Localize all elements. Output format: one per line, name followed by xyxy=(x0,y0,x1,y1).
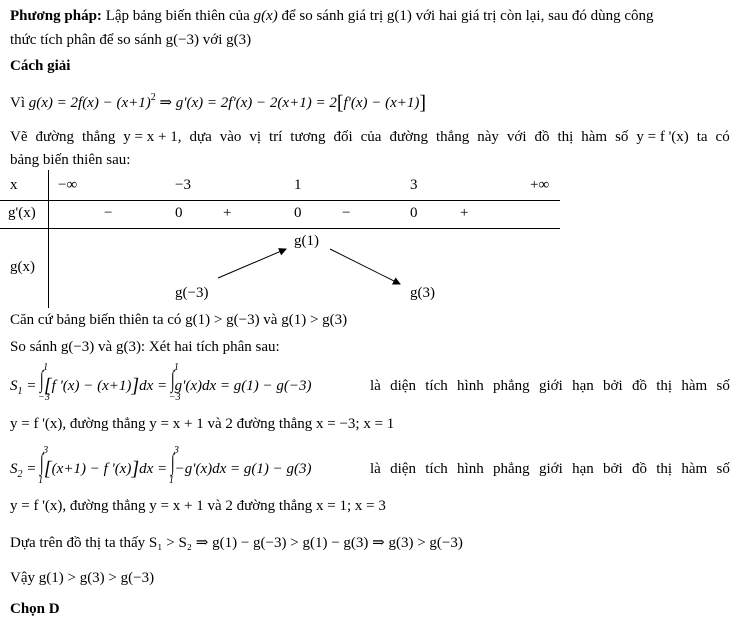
method-text-rest: để so sánh giá trị g(1) với hai giá trị còn lại, sau đó dùng công xyxy=(281,8,654,24)
x-value: −∞ xyxy=(58,177,78,193)
since-line: Vì $g(x) = 2f(x) - (x+1)^2$ ⇒ g'(x) = 2f'(x) − 2(x+1) = 2[f'(x) − (x+1)] xyxy=(10,92,427,114)
s1-name: S xyxy=(10,378,18,394)
draw-line-word: số xyxy=(615,129,629,145)
s1-desc-word: phẳng xyxy=(493,378,530,394)
s1-desc-word: hạn xyxy=(572,378,594,394)
draw-line-word: dựa xyxy=(189,129,212,145)
graph-line: Dựa trên đồ thị ta thấy S₁ > S₂ ⇒ g(1) − g(−3) > g(1) − g(3) ⇒ g(3) > g(−3) xyxy=(10,535,463,551)
method-label: Phương pháp: xyxy=(10,8,102,24)
since-eq1: g(x) = 2f(x) − (x+1) xyxy=(28,95,151,111)
draw-line-word: với xyxy=(506,129,527,145)
s1-integrand: f '(x) − (x+1) xyxy=(51,378,132,394)
s1-desc-word: là xyxy=(370,378,381,394)
decreasing-arrow xyxy=(330,249,400,284)
s2-integrand: (x+1) − f '(x) xyxy=(51,461,132,477)
s2-desc-word: số xyxy=(716,461,730,477)
deriv-value: − xyxy=(342,205,351,221)
s2-desc-word: bởi xyxy=(603,461,623,477)
method-line-2: thức tích phân để so sánh g(−3) với g(3) xyxy=(10,32,252,48)
draw-line-word: đường xyxy=(389,129,428,145)
increasing-arrow xyxy=(218,249,286,278)
draw-line-word: thị xyxy=(557,129,574,145)
draw-line-word: này xyxy=(477,129,499,145)
s1-desc-word: hình xyxy=(457,378,484,394)
s2-desc-word: là xyxy=(370,461,381,477)
draw-line-word: đối xyxy=(333,129,353,145)
s1-desc-word: tích xyxy=(425,378,448,394)
x-value: 3 xyxy=(410,177,418,193)
draw-line-word: thẳng xyxy=(82,129,116,145)
s2-mid: dx = xyxy=(139,461,168,477)
s1-desc-word: số xyxy=(716,378,730,394)
s2-desc-word: thị xyxy=(656,461,673,477)
x-value: 1 xyxy=(294,177,302,193)
deriv-value: − xyxy=(104,205,113,221)
s2-desc-word: hàm xyxy=(681,461,708,477)
s2-line-2: y = f '(x), đường thẳng y = x + 1 và 2 đường thẳng x = 1; x = 3 xyxy=(10,498,386,514)
draw-line-word: y = x + 1, xyxy=(123,129,182,145)
table-x-label: x xyxy=(10,177,18,193)
method-line-1 xyxy=(10,6,730,26)
s1-desc-word: hàm xyxy=(681,378,708,394)
s1-desc-word: bởi xyxy=(603,378,623,394)
s1-line: $S_1$ = ∫ 1 −3 [f '(x) − (x+1)]dx = ∫ 1 −3 g'(x)dx = g(1) − g(−3) là diện tích hình phẳng giới hạn bởi đồ thị hàm số xyxy=(10,376,730,402)
method-gx: g(x) xyxy=(253,8,278,24)
s1-line-2: y = f '(x), đường thẳng y = x + 1 và 2 đường thẳng x = −3; x = 1 xyxy=(10,416,395,432)
variation-table xyxy=(0,170,560,308)
g-top-value: g(1) xyxy=(294,233,319,249)
since-prefix: Vì xyxy=(10,95,25,111)
conclude-line: Căn cứ bảng biến thiên ta có g(1) > g(−3) và g(1) > g(3) xyxy=(10,312,348,328)
final-line: Vậy g(1) > g(3) > g(−3) xyxy=(10,570,155,586)
since-eq3: f'(x) − (x+1) xyxy=(343,95,420,111)
answer: Chọn D xyxy=(10,601,60,617)
table-deriv-label: g'(x) xyxy=(8,205,36,221)
s1-index: 1 xyxy=(17,386,23,397)
s2-desc-word: hạn xyxy=(572,461,594,477)
s1-lower: −3 xyxy=(38,392,50,403)
x-value: +∞ xyxy=(530,177,550,193)
table-g-label: g(x) xyxy=(10,259,35,275)
draw-line-word: đường xyxy=(35,129,75,145)
g-right-value: g(3) xyxy=(410,285,435,301)
table-arrows xyxy=(0,170,560,308)
since-eq1-sup: 2 xyxy=(150,92,156,103)
draw-line-2: bảng biến thiên sau: xyxy=(10,152,131,168)
method-text: Lập bảng biến thiên của xyxy=(105,8,250,24)
draw-line-word: đồ xyxy=(534,129,550,145)
draw-line-word: thẳng xyxy=(435,129,470,145)
s1-integrand2: g'(x)dx = g(1) − g(−3) xyxy=(174,378,312,394)
s2-desc-word: diện xyxy=(390,461,416,477)
s1-desc-word: diện xyxy=(390,378,416,394)
deriv-value: 0 xyxy=(294,205,302,221)
deriv-value: + xyxy=(460,205,469,221)
s2-desc-word: tích xyxy=(425,461,448,477)
s2-name: S xyxy=(10,461,18,477)
draw-line-word: trí xyxy=(268,129,283,145)
draw-line-word: vào xyxy=(219,129,242,145)
s1-desc-word: giới xyxy=(538,378,563,394)
s2-desc-word: hình xyxy=(457,461,484,477)
draw-line-word: có xyxy=(715,129,730,145)
draw-line-word: tương xyxy=(290,129,326,145)
deriv-value: + xyxy=(223,205,232,221)
s2-desc-word: giới xyxy=(538,461,563,477)
deriv-value: 0 xyxy=(410,205,418,221)
compare-line: So sánh g(−3) và g(3): Xét hai tích phân sau: xyxy=(10,339,280,355)
draw-line-word: vị xyxy=(249,129,262,145)
solution-title: Cách giải xyxy=(10,58,71,74)
s2-lower: 1 xyxy=(38,475,44,486)
s1-desc-word: thị xyxy=(656,378,673,394)
draw-line-word: của xyxy=(360,129,382,145)
since-eq2: ⇒ g'(x) = 2f'(x) − 2(x+1) = 2 xyxy=(159,95,337,111)
draw-line-1 xyxy=(10,127,730,147)
s2-desc-word: phẳng xyxy=(493,461,530,477)
draw-line-word: y = f '(x) xyxy=(636,129,689,145)
s1-mid: dx = xyxy=(139,378,168,394)
s2-integrand2: −g'(x)dx = g(1) − g(3) xyxy=(174,461,312,477)
deriv-value: 0 xyxy=(175,205,183,221)
s2-upper: 3 xyxy=(43,445,49,456)
s2-index: 2 xyxy=(17,469,23,480)
draw-line-word: hàm xyxy=(581,129,608,145)
s2-desc-word: đồ xyxy=(631,461,647,477)
x-value: −3 xyxy=(175,177,191,193)
draw-line-word: Vẽ xyxy=(10,129,28,145)
g-left-value: g(−3) xyxy=(175,285,209,301)
s1-upper: 1 xyxy=(43,362,49,373)
draw-line-word: ta xyxy=(696,129,708,145)
s2-line: $S_2$ = ∫ 3 1 [(x+1) − f '(x)]dx = ∫ 3 1 −g'(x)dx = g(1) − g(3) là diện tích hình phẳng giới hạn bởi đồ thị hàm số xyxy=(10,459,730,485)
s1-desc-word: đồ xyxy=(631,378,647,394)
